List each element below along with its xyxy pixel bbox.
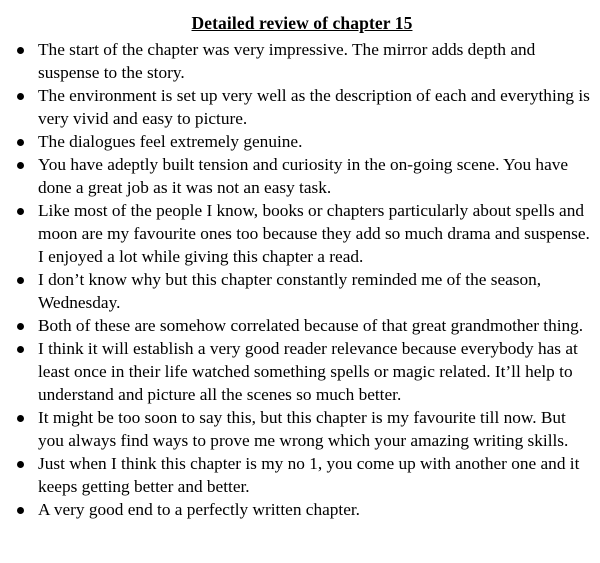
list-item-text: A very good end to a perfectly written chapter.: [38, 500, 360, 519]
bullet-icon: [17, 93, 24, 100]
list-item: [14, 153, 590, 199]
document-title: Detailed review of chapter 15: [191, 13, 413, 33]
list-item: [14, 268, 590, 314]
list-item: [14, 38, 590, 84]
bullet-icon: [17, 323, 24, 330]
list-item-text: The environment is set up very well as the description of each and everything is very vivid and easy to picture.: [38, 86, 590, 128]
list-item-text: Both of these are somehow correlated because of that great grandmother thing.: [38, 316, 584, 335]
list-item-text: I think it will establish a very good reader relevance because everybody has at least once in their life watched something spells or magic related. It’ll help to understand and picture all the scenes so much better.: [38, 339, 578, 404]
list-item-text: The dialogues feel extremely genuine.: [38, 132, 303, 151]
list-item: [14, 84, 590, 130]
review-bullet-list: [14, 38, 590, 521]
bullet-icon: [17, 415, 24, 422]
list-item: [14, 452, 590, 498]
list-item: [14, 498, 590, 521]
list-item: [14, 199, 590, 268]
list-item: [14, 314, 590, 337]
bullet-icon: [17, 346, 24, 353]
list-item-text: Like most of the people I know, books or chapters particularly about spells and moon are my favourite ones too because they add so much drama and suspense. I enjoyed a lot while giving this chapter a read.: [38, 201, 590, 266]
bullet-icon: [17, 139, 24, 146]
list-item-text: It might be too soon to say this, but this chapter is my favourite till now. But you always find ways to prove me wrong which your amazing writing skills.: [38, 408, 569, 450]
list-item: [14, 337, 590, 406]
list-item-text: I don’t know why but this chapter constantly reminded me of the season, Wednesday.: [38, 270, 542, 312]
list-item-text: You have adeptly built tension and curiosity in the on-going scene. You have done a great job as it was not an easy task.: [38, 155, 569, 197]
bullet-icon: [17, 461, 24, 468]
list-item: [14, 130, 590, 153]
bullet-icon: [17, 162, 24, 169]
list-item-text: The start of the chapter was very impressive. The mirror adds depth and suspense to the story.: [38, 40, 536, 82]
bullet-icon: [17, 47, 24, 54]
bullet-icon: [17, 507, 24, 514]
list-item-text: Just when I think this chapter is my no 1, you come up with another one and it keeps getting better and better.: [38, 454, 580, 496]
list-item: [14, 406, 590, 452]
bullet-icon: [17, 277, 24, 284]
bullet-icon: [17, 208, 24, 215]
